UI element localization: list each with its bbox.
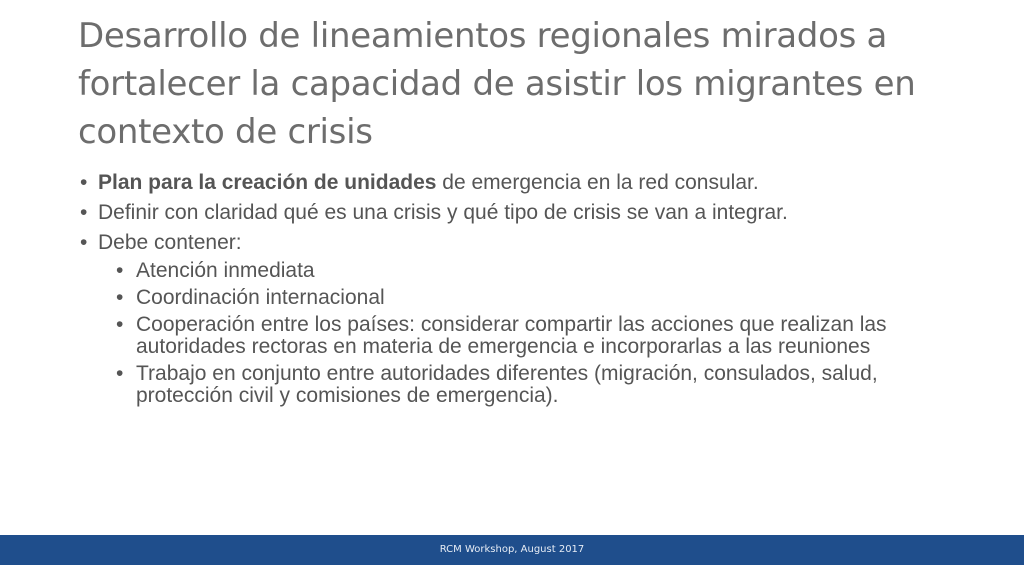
bullet-marker: •: [116, 286, 124, 309]
slide-title: Desarrollo de lineamientos regionales mirados a fortalecer la capacidad de asistir los migrantes en contexto de crisis: [78, 16, 916, 152]
bullet-marker: •: [80, 171, 88, 194]
sub-bullet-item: [78, 314, 978, 358]
sub-bullet-text: Trabajo en conjunto entre autoridades diferentes (migración, consulados, salud, protección civil y comisiones de emergencia).: [136, 362, 878, 407]
sub-bullet-item: [78, 287, 978, 309]
bullet-list: [78, 172, 978, 412]
bullet-item: [78, 172, 978, 194]
bullet-item: [78, 232, 978, 254]
bullet-text: Debe contener:: [98, 231, 242, 254]
sub-bullet-text: Coordinación internacional: [136, 286, 385, 309]
bullet-marker: •: [116, 362, 124, 385]
sub-bullet-text: Cooperación entre los países: considerar compartir las acciones que realizan las autoridades rectoras en materia de emergencia e incorporarlas a las reuniones: [136, 313, 887, 358]
sub-bullet-item: [78, 363, 978, 407]
bullet-marker: •: [116, 259, 124, 282]
sub-bullet-item: [78, 260, 978, 282]
sub-bullet-text: Atención inmediata: [136, 259, 315, 282]
bullet-bold-text: Plan para la creación de unidades: [98, 171, 437, 194]
footer-bar: [0, 535, 1024, 565]
bullet-item: [78, 202, 978, 224]
bullet-text: Definir con claridad qué es una crisis y qué tipo de crisis se van a integrar.: [98, 201, 788, 224]
footer-text: RCM Workshop, August 2017: [439, 544, 585, 555]
bullet-marker: •: [116, 313, 124, 336]
bullet-marker: •: [80, 201, 88, 224]
bullet-marker: •: [80, 231, 88, 254]
bullet-text: de emergencia en la red consular.: [436, 171, 759, 194]
